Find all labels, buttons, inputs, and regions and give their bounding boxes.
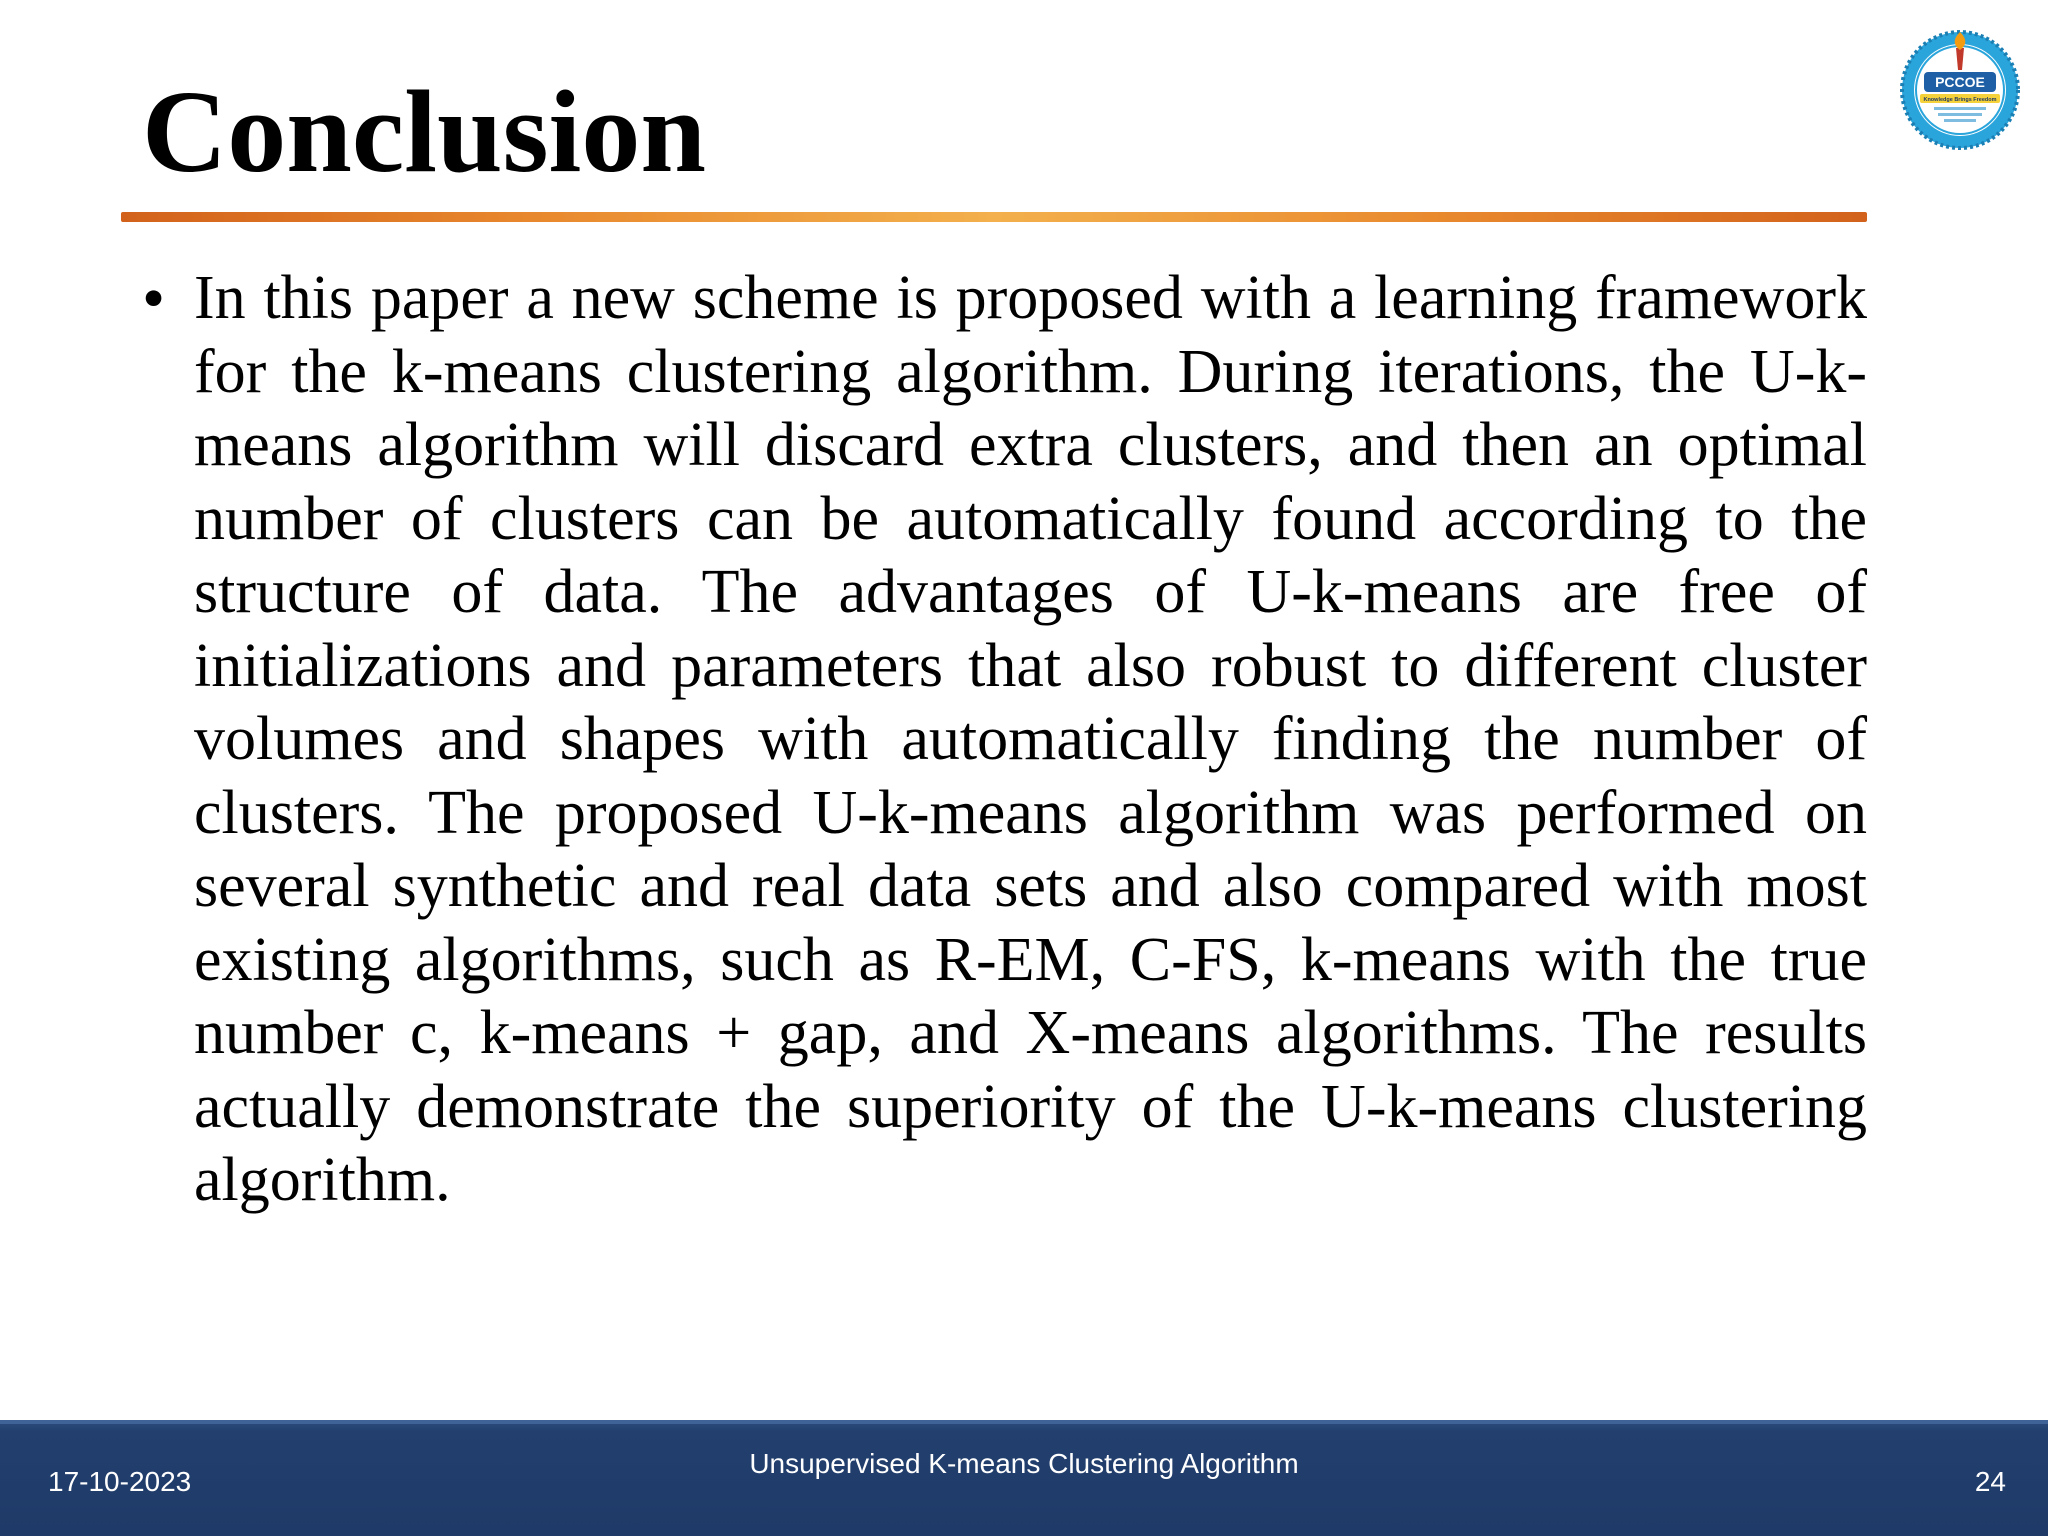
footer-top-line — [0, 1420, 2048, 1424]
slide-title: Conclusion — [142, 66, 706, 197]
logo-line-2 — [1938, 113, 1982, 116]
bullet-item — [142, 262, 1867, 1218]
logo-line-1 — [1934, 107, 1986, 110]
title-underline — [121, 212, 1867, 222]
logo-motto: Knowledge Brings Freedom — [1923, 97, 1997, 103]
footer-title: Unsupervised K-means Clustering Algorithm — [749, 1448, 1299, 1479]
page-number: 24 — [1974, 1466, 2006, 1497]
logo-text: PCCOE — [1935, 74, 1985, 90]
college-seal-logo — [1890, 28, 2030, 152]
bullet-list — [142, 262, 1867, 1218]
logo-line-3 — [1944, 119, 1976, 122]
footer-date: 17-10-2023 — [48, 1466, 192, 1497]
bullet-icon: • — [142, 262, 166, 335]
bullet-text: In this paper a new scheme is proposed with a learning framework for the k-means clustering algorithm. During iterations, the U-k-means algorithm will discard extra clusters, and then an optimal number of clusters can be automatically found according to the structure of data. The advantages of U-k-means are free of initializations and parameters that also robust to different cluster volumes and shapes with automatically finding the number of clusters. The proposed U-k-means algorithm was performed on several synthetic and real data sets and also compared with most existing algorithms, such as R-EM, C-FS, k-means with the true number c, k-means + gap, and X-means algorithms. The results actually demonstrate the superiority of the U-k-means clustering algorithm. — [194, 264, 1867, 1214]
footer-bar — [0, 1420, 2048, 1536]
